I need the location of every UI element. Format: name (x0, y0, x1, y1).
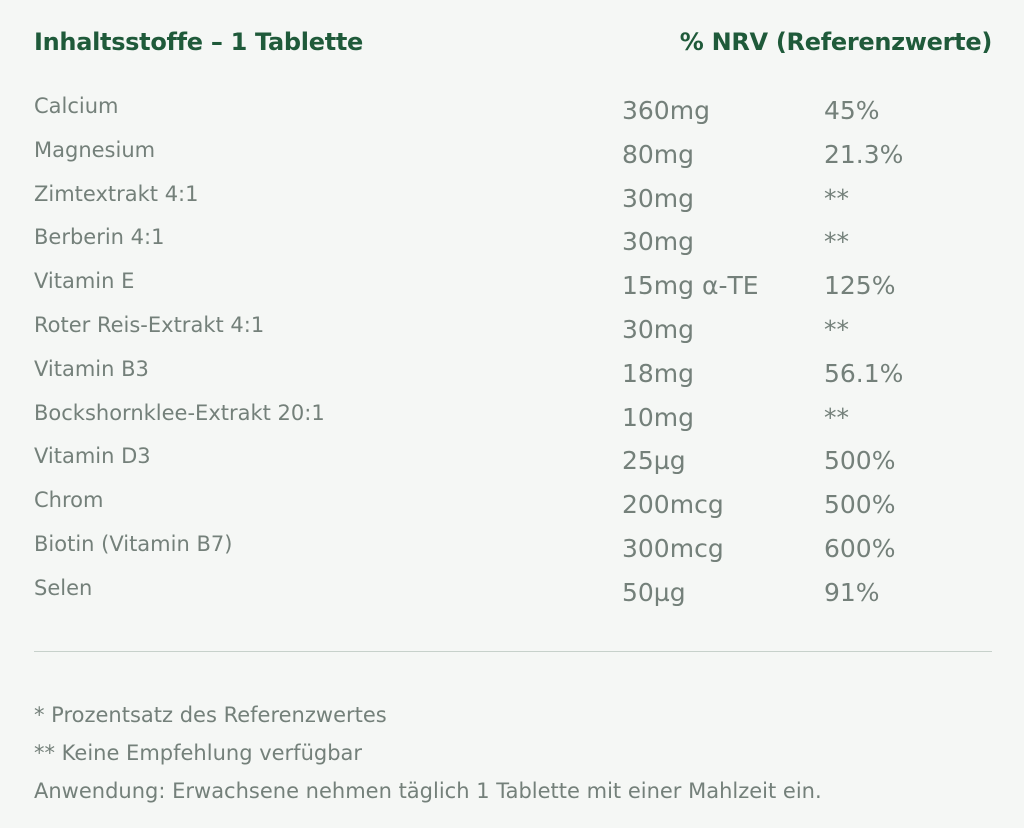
ingredient-name: Zimtextrakt 4:1 (34, 181, 199, 206)
ingredient-nrv: 91% (824, 577, 880, 607)
table-row (34, 397, 994, 441)
table-row (34, 90, 994, 134)
ingredient-amount: 80mg (622, 139, 695, 169)
ingredient-amount: 18mg (622, 358, 695, 388)
table-row (34, 134, 994, 178)
ingredient-name: Vitamin D3 (34, 444, 151, 469)
table-row (34, 221, 994, 265)
nrv-heading: % NRV (Referenzwerte) (679, 28, 992, 56)
ingredient-name: Bockshornklee-Extrakt 20:1 (34, 400, 325, 425)
ingredient-nrv: 125% (824, 271, 896, 301)
ingredient-nrv: 56.1% (824, 358, 904, 388)
ingredient-amount: 30mg (622, 227, 695, 257)
ingredient-nrv: ** (824, 227, 849, 257)
ingredient-nrv: 21.3% (824, 139, 904, 169)
ingredient-name: Vitamin B3 (34, 356, 149, 381)
footnote-nrv: * Prozentsatz des Referenzwertes (34, 703, 387, 727)
table-row (34, 353, 994, 397)
ingredient-nrv: ** (824, 183, 849, 213)
footnote-no-recommendation: ** Keine Empfehlung verfügbar (34, 741, 363, 765)
ingredient-name: Magnesium (34, 137, 156, 162)
ingredients-heading: Inhaltsstoffe – 1 Tablette (34, 28, 364, 56)
ingredient-name: Chrom (34, 488, 104, 513)
ingredient-name: Vitamin E (34, 269, 135, 294)
ingredient-nrv: 500% (824, 446, 896, 476)
table-row (34, 484, 994, 528)
ingredient-name: Calcium (34, 94, 119, 118)
ingredient-amount: 360mg (622, 96, 710, 125)
table-row (34, 572, 994, 616)
ingredient-name: Roter Reis-Extrakt 4:1 (34, 312, 265, 337)
ingredient-name: Selen (34, 575, 93, 600)
table-row (34, 440, 994, 484)
ingredient-nrv: ** (824, 402, 849, 432)
ingredient-amount: 10mg (622, 402, 695, 432)
ingredient-nrv: 600% (824, 533, 896, 563)
ingredients-table (34, 90, 994, 616)
ingredient-nrv: ** (824, 314, 849, 344)
table-row (34, 309, 994, 353)
table-row (34, 178, 994, 222)
ingredient-amount: 50µg (622, 577, 686, 607)
ingredient-amount: 25µg (622, 446, 686, 476)
ingredient-amount: 30mg (622, 183, 695, 213)
footnotes (34, 700, 994, 814)
table-row (34, 265, 994, 309)
table-row (34, 528, 994, 572)
ingredient-name: Berberin 4:1 (34, 225, 165, 250)
ingredient-amount: 200mcg (622, 490, 724, 520)
ingredient-nrv: 500% (824, 490, 896, 520)
usage-instructions: Anwendung: Erwachsene nehmen täglich 1 Tablette mit einer Mahlzeit ein. (34, 779, 822, 803)
ingredient-nrv: 45% (824, 96, 880, 125)
ingredient-name: Biotin (Vitamin B7) (34, 531, 233, 556)
divider (34, 651, 992, 652)
ingredient-amount: 30mg (622, 314, 695, 344)
ingredient-amount: 300mcg (622, 533, 724, 563)
ingredient-amount: 15mg α-TE (622, 271, 759, 301)
table-header (34, 22, 992, 62)
